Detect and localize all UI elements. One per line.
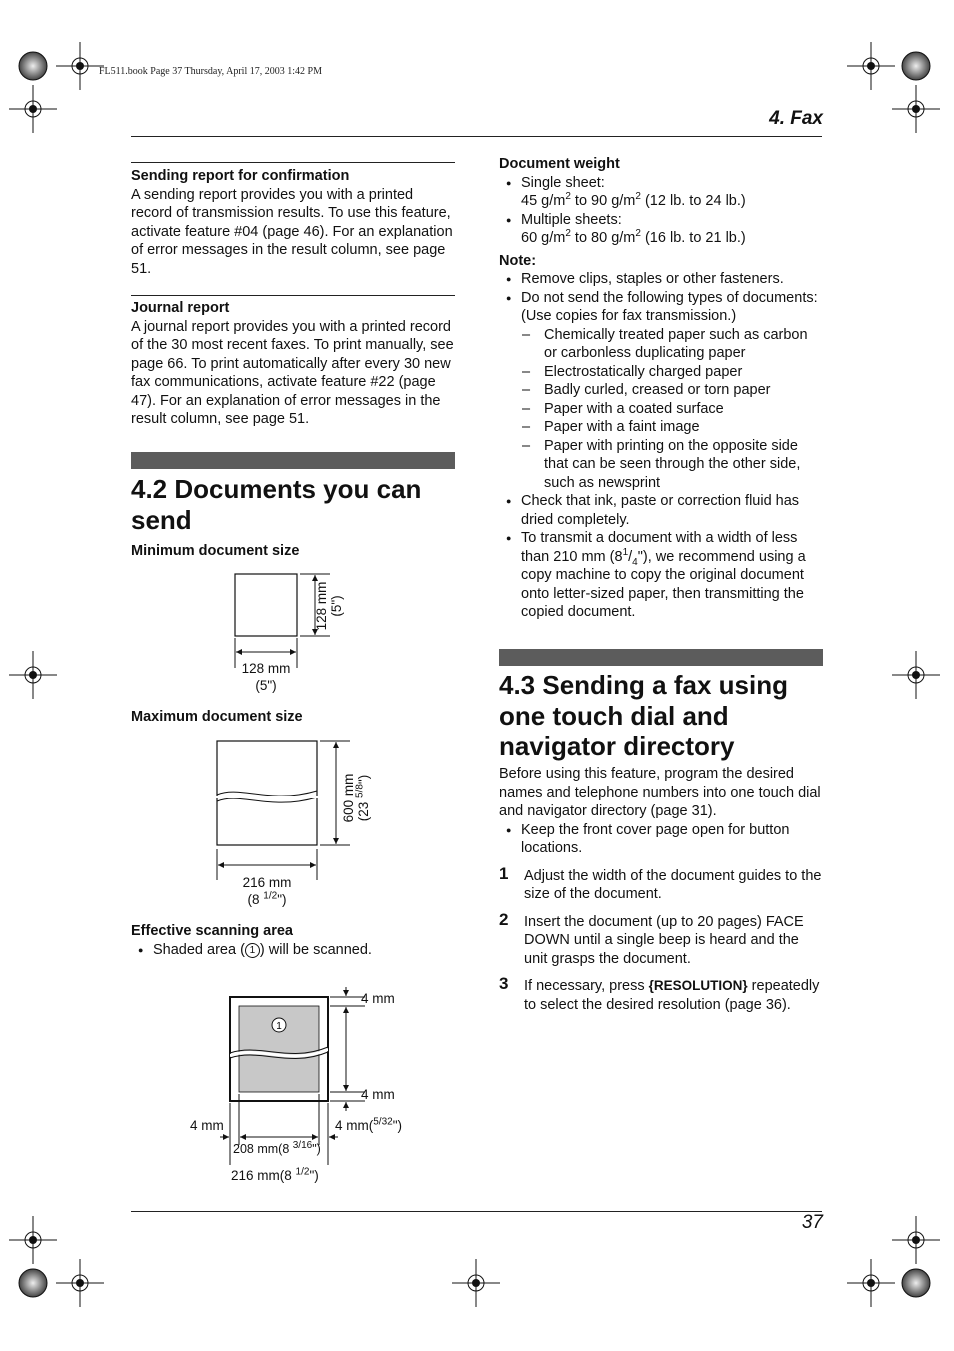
section-bar	[131, 452, 455, 469]
star-target-icon	[19, 1269, 47, 1297]
note-list	[499, 270, 823, 622]
header-rule	[131, 136, 822, 137]
resolution-key: {RESOLUTION}	[648, 978, 748, 993]
dash-item: – Paper with a coated surface	[521, 400, 823, 419]
scan-inner-width: 208 mm(8 $^{3/16}$")	[233, 1139, 321, 1156]
chapter-title: 4. Fax	[769, 108, 823, 129]
min-height-inch: (5")	[329, 595, 344, 617]
journal-report-body: A journal report provides you with a printed record of the 30 most recent faxes. To print manually, see page 66. To print automatically after every 30 new fax communications, activate feature #22 (page 47). For an explanation of error messages in the result column, see page 51.	[131, 318, 454, 427]
step-number: 3	[499, 974, 509, 993]
max-height-inch: (23 $^{5/8}$")	[354, 774, 371, 822]
step-number: 1	[499, 863, 509, 883]
scan-right-margin: 4 mm($^{5/32}$")	[335, 1116, 403, 1133]
max-width-inch: (8 $^{1/2}$")	[247, 890, 287, 907]
dash-list	[521, 326, 823, 493]
note-heading: Note:	[499, 252, 537, 269]
step-3: 3 If necessary, press {RESOLUTION} repeatedly to select the desired resolution (page 36).	[499, 974, 820, 1013]
print-header: FL511.book Page 37 Thursday, April 17, 2003 1:42 PM	[99, 66, 322, 77]
divider	[131, 295, 455, 296]
section-4-3-title: 4.3 Sending a fax using one touch dial and navigator directory	[499, 670, 788, 761]
max-width-labels	[217, 874, 317, 908]
min-height-label: 128 mm	[314, 581, 329, 631]
max-size-heading: Maximum document size	[131, 709, 303, 725]
journal-report-block	[131, 295, 455, 429]
dash-item: – Chemically treated paper such as carbon or carbonless duplicating paper	[521, 326, 823, 363]
step-1	[499, 863, 823, 904]
step-2	[499, 909, 823, 969]
scan-outer-width: 216 mm(8 $^{1/2}$")	[231, 1166, 319, 1183]
footer-rule	[131, 1211, 822, 1212]
scan-area-heading: Effective scanning area	[131, 923, 293, 939]
doc-weight-heading: Document weight	[499, 156, 620, 172]
doc-weight-list	[499, 174, 823, 248]
star-target-icon	[902, 52, 930, 80]
min-width-inch: (5")	[255, 678, 277, 693]
max-height-labels	[341, 758, 371, 838]
list-item: ● To transmit a document with a width of less than 210 mm $(8^1/_4")$, we recommend using a copy machine to copy the original document onto letter-sized paper, then transmitting the copied document.	[499, 529, 823, 622]
step-text: Adjust the width of the document guides to the size of the document.	[524, 867, 822, 902]
max-width-label: 216 mm	[242, 875, 292, 890]
dash-item: – Badly curled, creased or torn paper	[521, 381, 823, 400]
list-item: ● Check that ink, paste or correction fluid has dried completely.	[499, 492, 823, 529]
min-height-labels	[314, 575, 344, 637]
left-column	[131, 162, 455, 278]
list-item: ● Keep the front cover page open for button locations.	[499, 821, 823, 858]
min-document-rect	[235, 574, 297, 636]
svg-text:1: 1	[276, 1021, 282, 1032]
sending-report-heading: Sending report for confirmation	[131, 168, 350, 184]
section-bar	[499, 649, 823, 666]
scan-area-list	[131, 941, 455, 960]
min-size-heading: Minimum document size	[131, 543, 300, 559]
scan-left-margin: 4 mm	[190, 1118, 224, 1133]
dash-item: – Electrostatically charged paper	[521, 363, 823, 382]
max-height-label: 600 mm	[341, 773, 356, 823]
section-4-3-bullets	[499, 821, 823, 858]
list-item: ● Multiple sheets: 60 $g/m^2$ to 80 $g/m^2$ (16 lb. to 21 lb.)	[499, 211, 823, 248]
scan-area-bullet: ● Shaded area ( 1 ) will be scanned.	[131, 941, 455, 960]
journal-report-heading: Journal report	[131, 300, 230, 316]
section-4-3-body	[499, 765, 823, 1014]
section-4-3-intro: Before using this feature, program the desired names and telephone numbers into one touch dial and navigator directory (page 31).	[499, 766, 821, 819]
min-size-diagram	[228, 568, 308, 668]
section-4-2-title: 4.2 Documents you can send	[131, 474, 422, 535]
max-size-diagram	[210, 735, 360, 885]
dash-item: – Paper with printing on the opposite side that can be seen through the other side, such as newsprint	[521, 437, 823, 493]
right-column	[499, 155, 823, 622]
sending-report-body: A sending report provides you with a printed record of transmission results. To use this feature, activate feature #04 (page 46). For an explanation of error messages in the result column, see page 51.	[131, 186, 453, 277]
step-text: Insert the document (up to 20 pages) FACE DOWN until a single beep is heard and the unit grasps the document.	[524, 913, 804, 967]
star-target-icon	[19, 52, 47, 80]
step-number: 2	[499, 909, 509, 929]
min-width-labels	[228, 660, 304, 694]
list-item: ● Single sheet: 45 $g/m^2$ to 90 $g/m^2$ (12 lb. to 24 lb.)	[499, 174, 823, 211]
divider	[131, 162, 455, 163]
page-number: 37	[801, 1212, 823, 1233]
list-item: ● Remove clips, staples or other fasteners.	[499, 270, 823, 289]
dash-item: – Paper with a faint image	[521, 418, 823, 437]
scan-bottom-margin: 4 mm	[361, 1087, 395, 1102]
star-target-icon	[902, 1269, 930, 1297]
min-width-label: 128 mm	[241, 661, 291, 676]
scan-top-margin: 4 mm	[361, 991, 395, 1006]
list-item: ● Do not send the following types of documents: (Use copies for fax transmission.) – Chemically treated paper such as carbon or carbonless duplicating paper – Electrostatically charged paper – Badly curled, creased or torn paper – Paper with a coated surface – Paper with a faint image – Paper with printing on the opposite side that can be seen through the other side, such as newsprint	[499, 289, 823, 493]
max-document-rect	[217, 741, 317, 845]
circled-number-icon: 1	[245, 943, 260, 958]
